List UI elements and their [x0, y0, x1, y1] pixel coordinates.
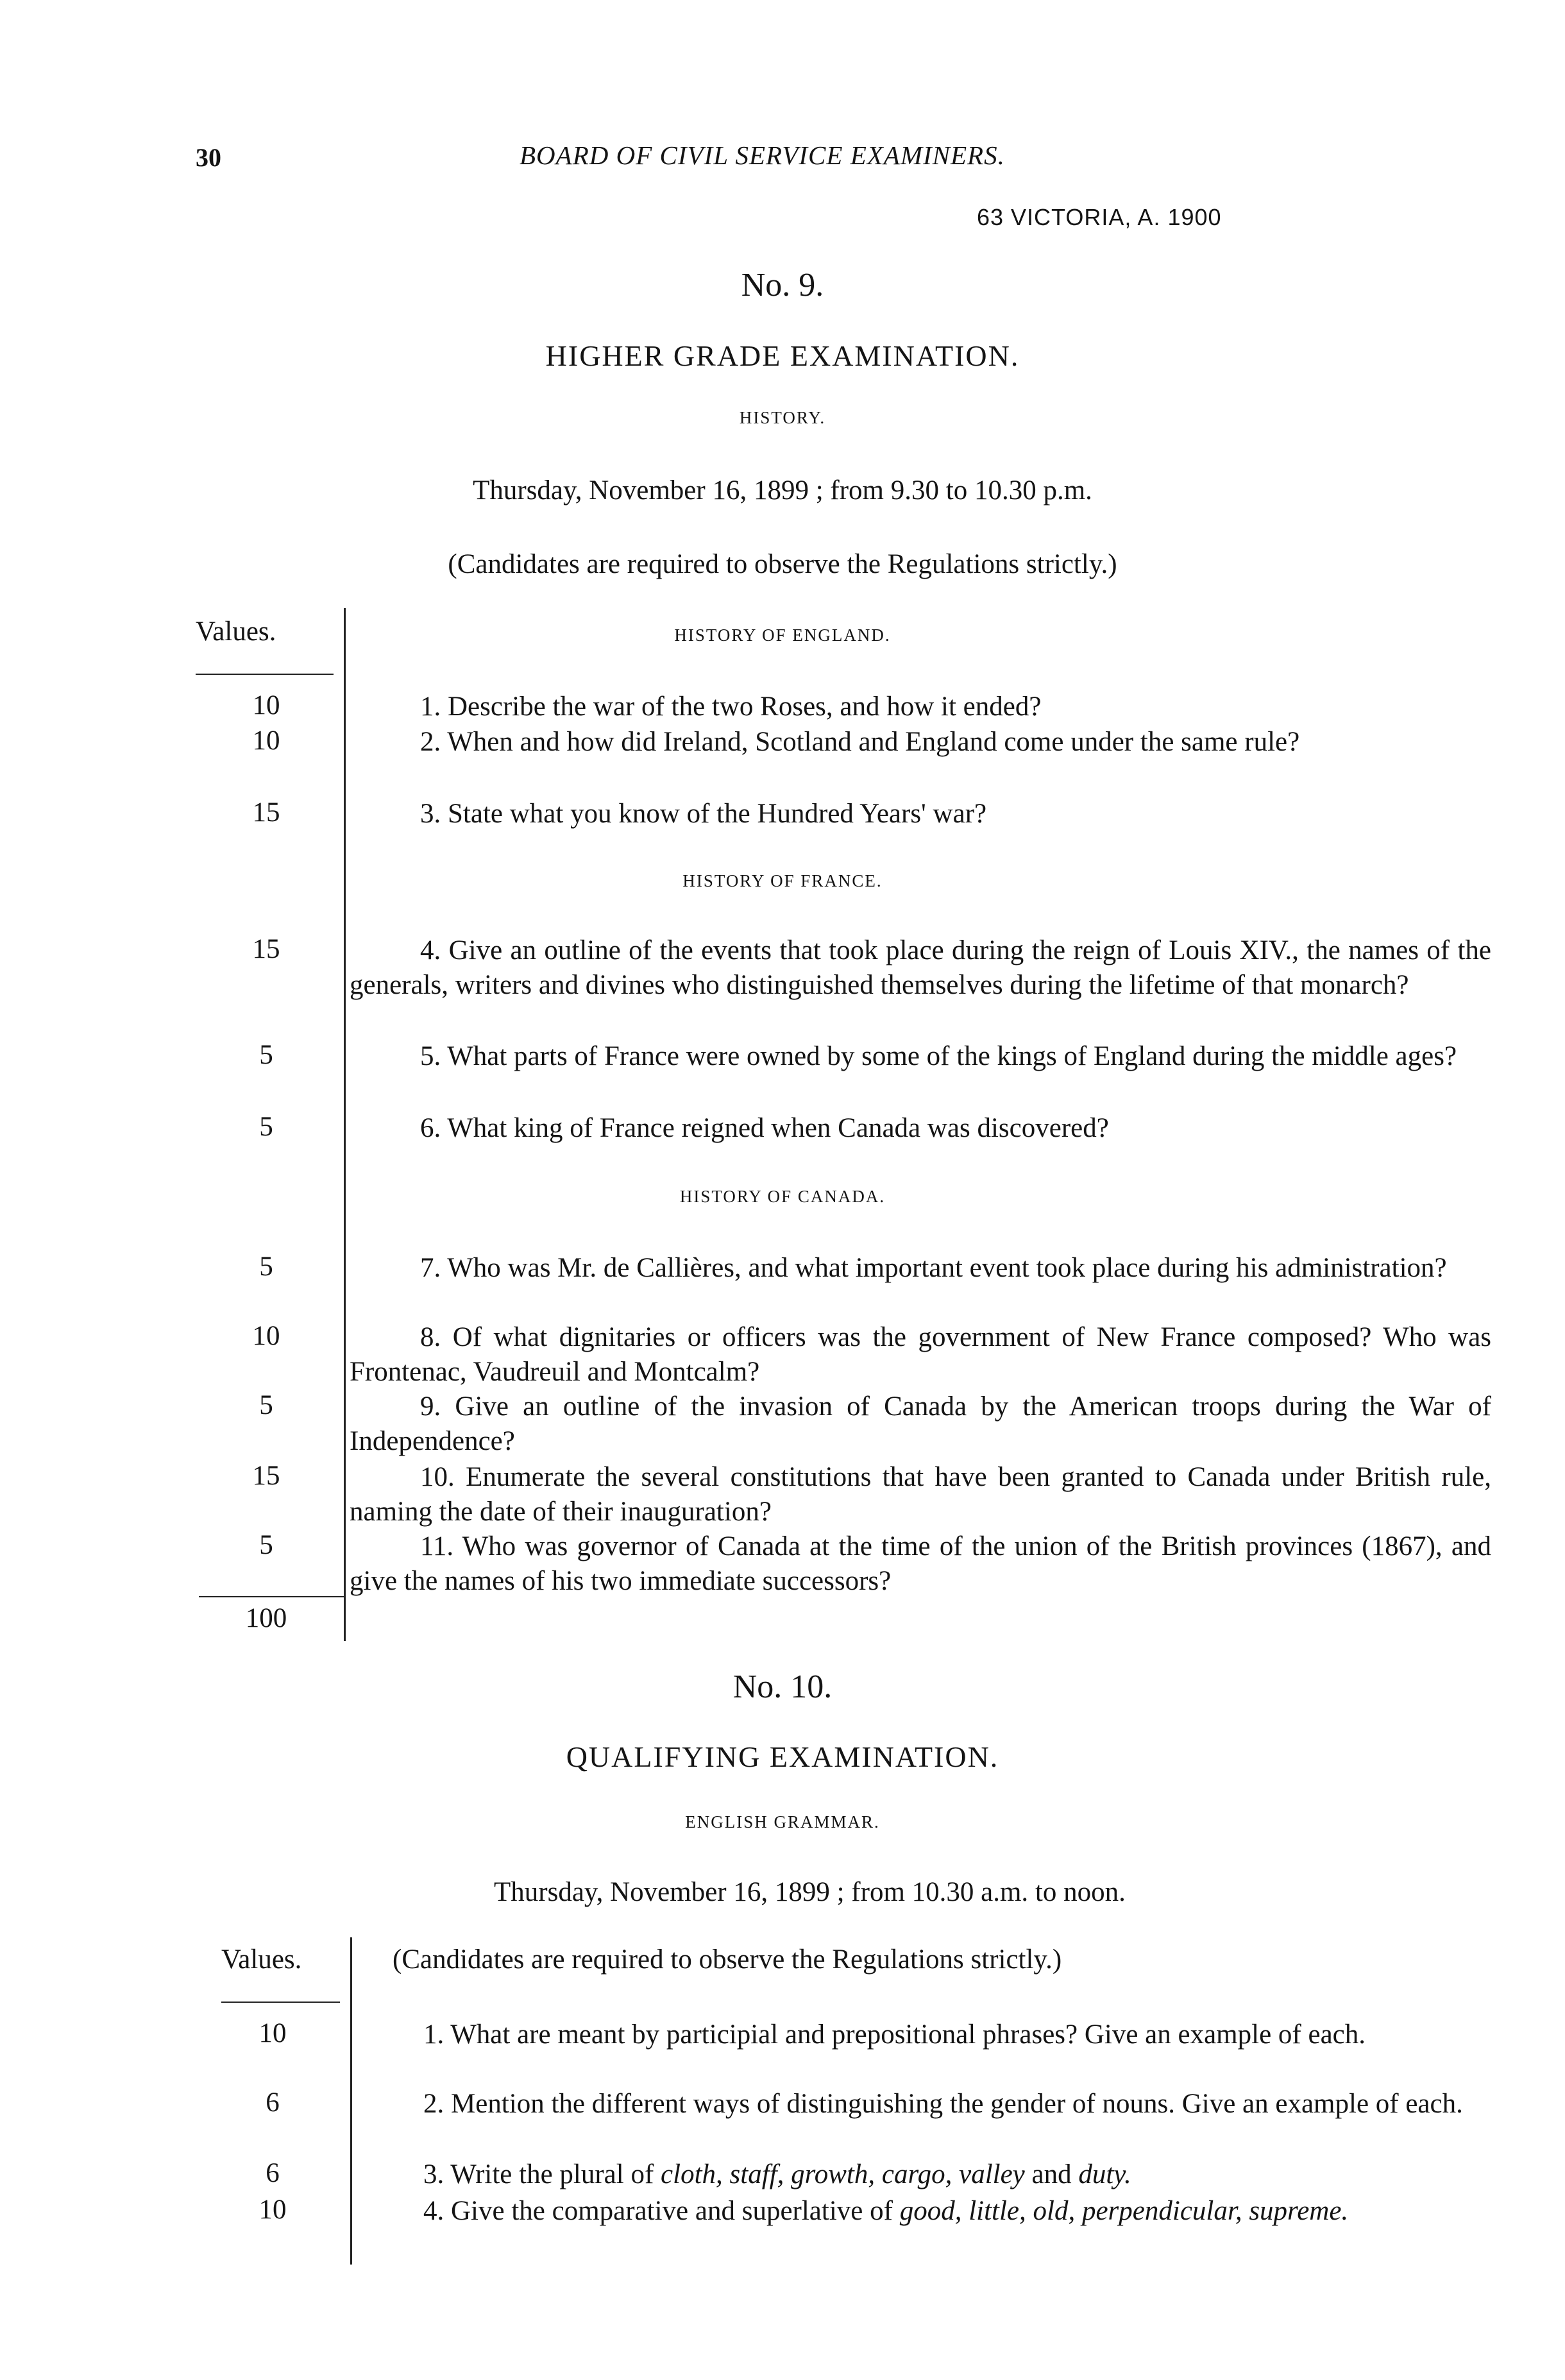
question-value: 5	[259, 1390, 273, 1420]
exam10-values-label: Values.	[221, 1944, 302, 1975]
question-text: 2. Mention the different ways of distinguishing the gender of nouns. Give an example of each.	[423, 2089, 1463, 2119]
question-text: 11. Who was governor of Canada at the time of the union of the British provinces (1867), and give the names of his two immediate successors?	[350, 1531, 1491, 1596]
exam10-title: QUALIFYING EXAMINATION.	[566, 1740, 999, 1773]
question-text: 2. When and how did Ireland, Scotland and England come under the same rule?	[420, 727, 1300, 757]
question-value: 10	[258, 2018, 287, 2048]
question-value: 6	[266, 2087, 280, 2118]
exam9-instructions: (Candidates are required to observe the Regulations strictly.)	[448, 549, 1117, 579]
question-text: 3. Write the plural of cloth, staff, growth, cargo, valley and duty.	[423, 2159, 1131, 2189]
question-value: 10	[258, 2195, 287, 2225]
exam9-values-label: Values.	[196, 616, 276, 647]
question-value: 10	[252, 690, 280, 720]
section-heading-france: HISTORY OF FRANCE.	[682, 871, 883, 890]
exam10-subject: ENGLISH GRAMMAR.	[685, 1812, 880, 1832]
question-value: 5	[259, 1040, 273, 1070]
question-value: 10	[252, 726, 280, 756]
exam9-number: No. 9.	[741, 267, 824, 303]
question-text: 4. Give an outline of the events that took place during the reign of Louis XIV., the names of the generals, writers and divines who distinguished themselves during the lifetime of that monarch?	[350, 935, 1491, 1000]
question-value: 6	[266, 2158, 280, 2188]
question-value: 5	[259, 1252, 273, 1282]
page-number: 30	[196, 143, 221, 172]
exam9-subject: HISTORY.	[739, 408, 826, 427]
question-text: 4. Give the comparative and superlative of good, little, old, perpendicular, supreme.	[423, 2196, 1349, 2226]
exam9-title: HIGHER GRADE EXAMINATION.	[545, 339, 1020, 372]
question-value: 10	[252, 1321, 280, 1351]
question-value: 15	[252, 1461, 280, 1491]
question-text: 10. Enumerate the several constitutions that have been granted to Canada under British rule, naming the date of their inauguration?	[350, 1462, 1491, 1527]
running-title: BOARD OF CIVIL SERVICE EXAMINERS.	[520, 140, 1005, 170]
total-rule	[199, 1596, 344, 1597]
question-value: 15	[252, 797, 280, 828]
question-text: 9. Give an outline of the invasion of Canada by the American troops during the War of Independence?	[350, 1391, 1491, 1456]
question-text: 1. Describe the war of the two Roses, and how it ended?	[420, 692, 1042, 722]
question-value: 5	[259, 1112, 273, 1142]
exam9-values-rule	[196, 674, 334, 675]
total-value: 100	[245, 1603, 287, 1633]
exam10-number: No. 10.	[732, 1669, 833, 1705]
exam10-time: Thursday, November 16, 1899 ; from 10.30 a.m. to noon.	[494, 1877, 1126, 1907]
question-text: 3. State what you know of the Hundred Years' war?	[420, 799, 987, 829]
exam10-column-divider	[350, 1937, 352, 2265]
section-heading-england: HISTORY OF ENGLAND.	[674, 625, 891, 645]
exam10-values-rule	[221, 2002, 340, 2003]
question-text: 1. What are meant by participial and prepositional phrases? Give an example of each.	[423, 2019, 1366, 2050]
exam9-column-divider	[344, 608, 346, 1641]
question-value: 5	[259, 1530, 273, 1560]
session-label: 63 VICTORIA, A. 1900	[977, 204, 1222, 230]
section-heading-canada: HISTORY OF CANADA.	[679, 1187, 886, 1206]
question-text: 5. What parts of France were owned by some of the kings of England during the middle ages?	[420, 1041, 1457, 1071]
question-value: 15	[252, 934, 280, 964]
exam10-instructions: (Candidates are required to observe the Regulations strictly.)	[393, 1944, 1062, 1975]
exam9-time: Thursday, November 16, 1899 ; from 9.30 to 10.30 p.m.	[473, 475, 1092, 506]
question-text: 8. Of what dignitaries or officers was the government of New France composed? Who was Frontenac, Vaudreuil and Montcalm?	[350, 1322, 1491, 1387]
question-text: 7. Who was Mr. de Callières, and what important event took place during his administration?	[420, 1253, 1447, 1283]
question-text: 6. What king of France reigned when Canada was discovered?	[420, 1113, 1109, 1143]
